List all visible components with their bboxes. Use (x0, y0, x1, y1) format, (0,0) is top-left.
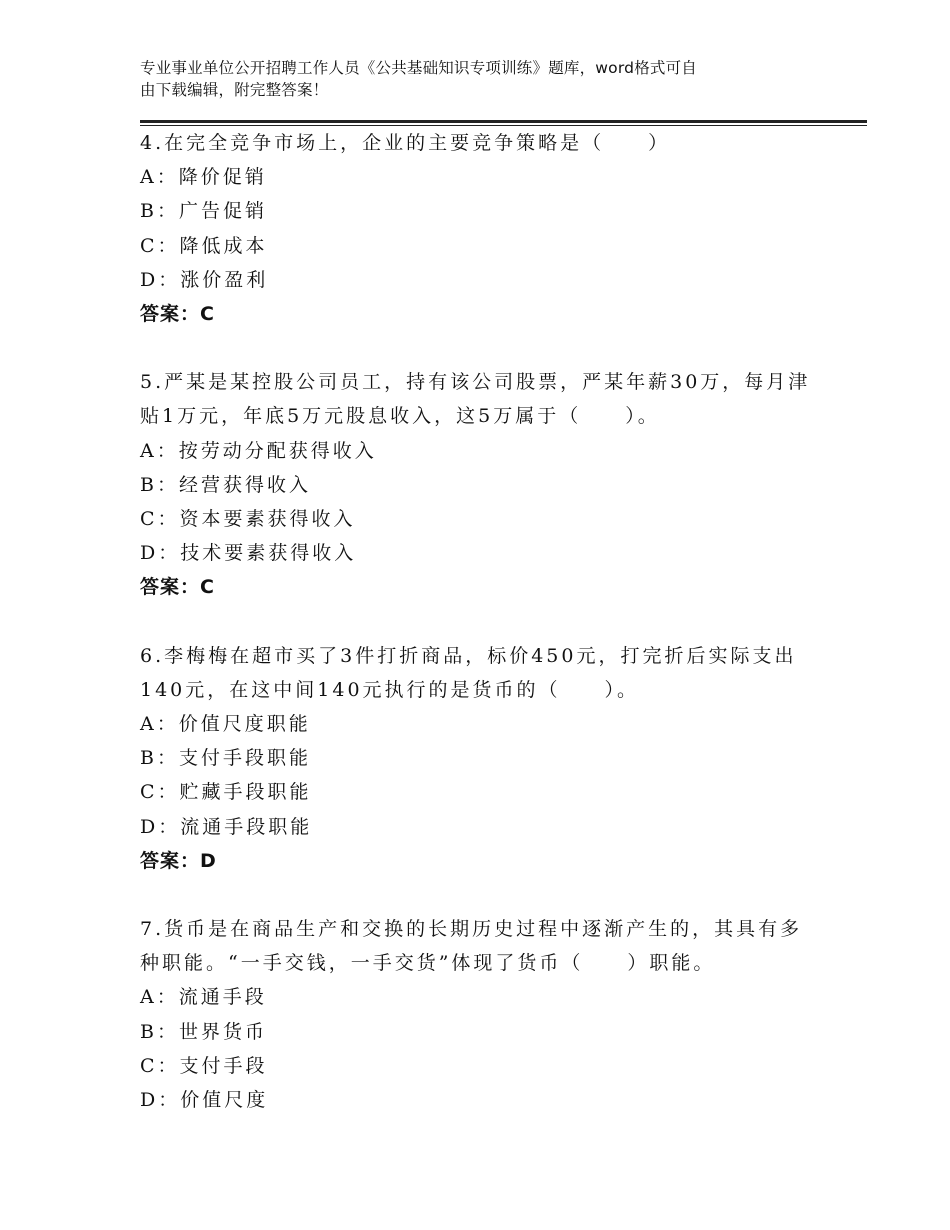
question-stem: 7.货币是在商品生产和交换的长期历史过程中逐渐产生的，其具有多 (140, 918, 803, 941)
header-line-2: 由下载编辑，附完整答案！ (140, 81, 329, 99)
option-c: C：降低成本 (140, 234, 268, 257)
option-b: B：支付手段职能 (140, 747, 311, 770)
option-a: A：价值尺度职能 (140, 713, 311, 736)
question-7 (140, 912, 820, 1117)
question-stem-continued: 种职能。“一手交钱，一手交货”体现了货币（ ）职能。 (140, 952, 716, 975)
document-header (140, 57, 820, 101)
question-stem-continued: 贴1万元，年底5万元股息收入，这5万属于（ ）。 (140, 405, 660, 428)
option-c: C：支付手段 (140, 1054, 268, 1077)
option-d: D：价值尺度 (140, 1089, 269, 1112)
answer-line: 答案：D (140, 849, 217, 872)
option-b: B：广告促销 (140, 200, 267, 223)
header-line-1: 专业事业单位公开招聘工作人员《公共基础知识专项训练》题库，word格式可自 (140, 59, 698, 77)
answer-line: 答案：C (140, 303, 215, 326)
option-a: A：流通手段 (140, 986, 267, 1009)
answer-line: 答案：C (140, 576, 215, 599)
option-d: D：涨价盈利 (140, 268, 269, 291)
header-rule-thick (140, 120, 867, 123)
question-4 (140, 126, 820, 331)
question-5 (140, 365, 820, 604)
question-6 (140, 639, 820, 878)
option-b: B：经营获得收入 (140, 473, 311, 496)
option-c: C：资本要素获得收入 (140, 508, 356, 531)
question-stem: 5.严某是某控股公司员工，持有该公司股票，严某年薪30万，每月津 (140, 371, 811, 394)
question-stem: 6.李梅梅在超市买了3件打折商品，标价450元，打完折后实际支出 (140, 644, 797, 667)
question-stem-continued: 140元，在这中间140元执行的是货币的（ ）。 (140, 678, 640, 701)
option-c: C：贮藏手段职能 (140, 781, 312, 804)
option-a: A：按劳动分配获得收入 (140, 439, 377, 462)
question-list (140, 126, 820, 1117)
option-d: D：技术要素获得收入 (140, 542, 357, 565)
option-b: B：世界货币 (140, 1020, 267, 1043)
option-a: A：降价促销 (140, 166, 267, 189)
option-d: D：流通手段职能 (140, 815, 313, 838)
question-stem: 4.在完全竞争市场上，企业的主要竞争策略是（ ） (140, 132, 671, 154)
